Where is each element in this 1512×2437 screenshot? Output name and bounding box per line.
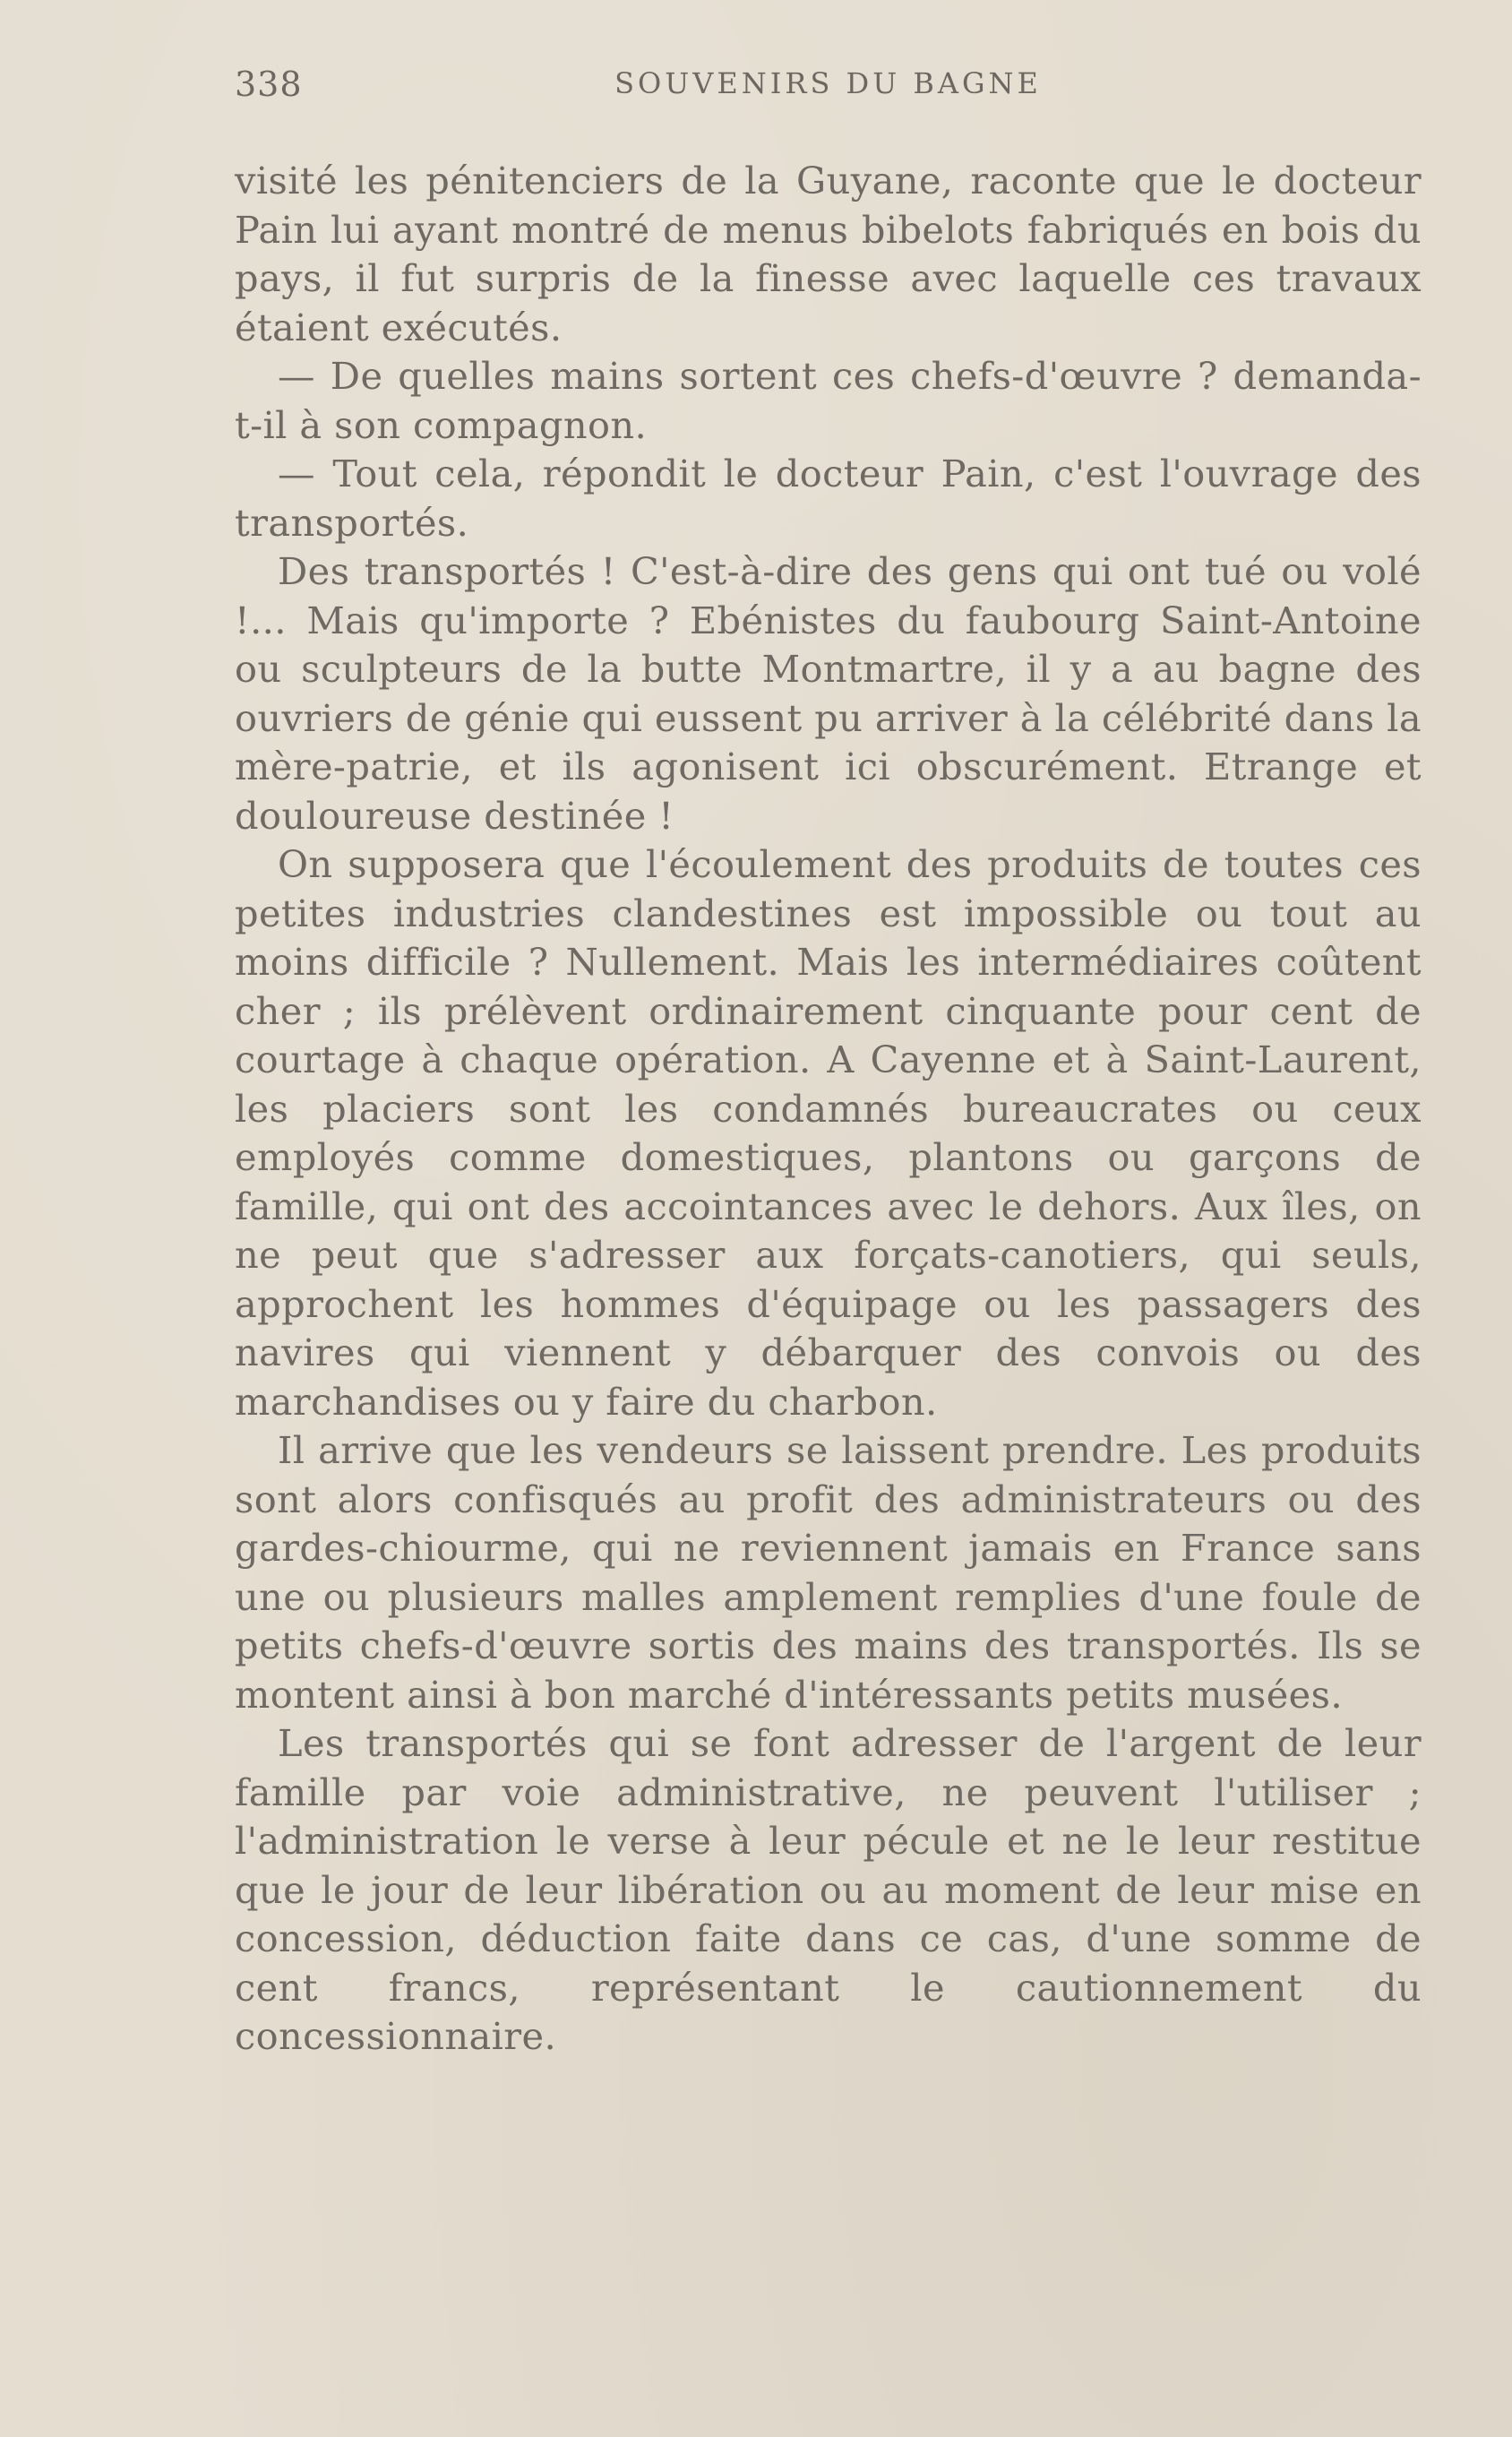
paragraph-argent: Les transportés qui se font adresser de l'argent de leur famille par voie administrative, ne peuvent l'utiliser ; l'administration le verse à leur pécule et ne le leur restitue que le jour de leur libération ou au moment de leur mise en concession, déduction faite dans ce cas, d'une somme de cent francs, représentant le cautionnement du concessionnaire. [235,1721,1422,2058]
page-number: 338 [235,65,303,104]
body-text [235,157,1422,2062]
running-title: SOUVENIRS DU BAGNE [614,66,1042,100]
paragraph-ecoulement: On supposera que l'écoulement des produits de toutes ces petites industries clandestines est impossible ou tout au moins difficile ? Nullement. Mais les intermédiaires coûtent cher ; ils prélèvent ordinairement cinquante pour cent de courtage à chaque opération. A Cayenne et à Saint-Laurent, les placiers sont les condamnés bureaucrates ou ceux employés comme domestiques, plantons ou garçons de famille, qui ont des accointances avec le dehors. Aux îles, on ne peut que s'adresser aux forçats-canotiers, qui seuls, approchent les hommes d'équipage ou les passagers des navires qui viennent y débarquer des convois ou des marchandises ou y faire du charbon. [235,842,1422,1424]
paragraph-dialogue-answer: — Tout cela, répondit le docteur Pain, c'est l'ouvrage des transportés. [235,452,1422,545]
paragraph-transportes: Des transportés ! C'est-à-dire des gens qui ont tué ou volé !... Mais qu'importe ? Ebénistes du faubourg Saint-Antoine ou sculpteurs de la butte Montmartre, il y a au bagne des ouvriers de génie qui eussent pu arriver à la célébrité dans la mère-patrie, et ils agonisent ici obscurément. Etrange et douloureuse destinée ! [235,549,1422,838]
paragraph-vendeurs: Il arrive que les vendeurs se laissent prendre. Les produits sont alors confisqués au profit des administrateurs ou des gardes-chiourme, qui ne reviennent jamais en France sans une ou plusieurs malles amplement remplies d'une foule de petits chefs-d'œuvre sortis des mains des transportés. Ils se montent ainsi à bon marché d'intéressants petits musées. [235,1428,1422,1717]
paragraph-dialogue-question: — De quelles mains sortent ces chefs-d'œuvre ? demanda-t-il à son compagnon. [235,354,1422,447]
paragraph-continuation: visité les pénitenciers de la Guyane, raconte que le docteur Pain lui ayant montré de menus bibelots fabriqués en bois du pays, il fut surpris de la finesse avec laquelle ces travaux étaient exécutés. [235,159,1422,349]
page-header [235,65,1422,118]
